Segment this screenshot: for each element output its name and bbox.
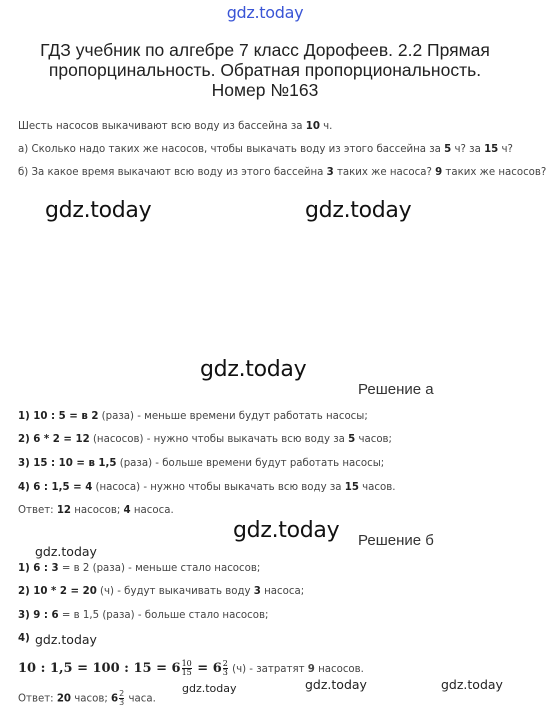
watermark: gdz.today — [35, 632, 97, 647]
intro-unit: ч. — [319, 121, 333, 132]
calc: 2) 6 * 2 = 12 — [18, 434, 90, 445]
solution-a-line-1 — [18, 411, 368, 422]
text: часов; — [355, 434, 392, 445]
text: (насоса) - нужно чтобы выкачать всю воду за — [92, 482, 345, 493]
text: (ч) - затратят — [228, 664, 308, 675]
problem-intro — [18, 121, 332, 132]
value: 12 — [56, 505, 72, 516]
text: ч? за — [451, 144, 485, 155]
solution-b-answer — [18, 690, 156, 707]
value: 9 — [435, 167, 443, 178]
numerator: 2 — [119, 689, 125, 698]
fraction — [119, 690, 124, 707]
solution-b-heading: Решение б — [358, 532, 434, 549]
text: таких же насосов? — [442, 167, 546, 178]
solution-b-line-3 — [18, 610, 268, 621]
text: Ответ: — [18, 505, 57, 516]
solution-b-line-4 — [18, 633, 30, 644]
solution-a-line-2 — [18, 434, 392, 445]
intro-text: Шесть насосов выкачивают всю воду из бассейна за — [18, 121, 306, 132]
value: 15 — [484, 144, 499, 155]
value: 5 — [444, 144, 452, 155]
value: 9 — [307, 664, 315, 675]
formula-text: = 6 — [192, 661, 222, 676]
header-watermark: gdz.today — [226, 3, 304, 22]
intro-hours: 10 — [305, 121, 320, 132]
text: часов; — [71, 693, 112, 705]
solution-a-heading: Решение а — [358, 381, 434, 398]
value: 4 — [123, 505, 131, 516]
text: насоса. — [130, 505, 174, 516]
watermark: gdz.today — [200, 357, 307, 382]
calc: 3) 15 : 10 = в 1,5 — [18, 458, 117, 469]
watermark: gdz.today — [45, 198, 152, 223]
watermark: gdz.today — [233, 518, 340, 543]
solution-a-answer — [18, 505, 174, 516]
text: (насосов) - нужно чтобы выкачать всю воду за — [89, 434, 349, 445]
numerator: 10 — [181, 659, 192, 668]
watermark: gdz.today — [441, 677, 503, 692]
solution-b-line-1 — [18, 563, 260, 574]
text: насоса; — [260, 586, 305, 597]
calc: 4) — [18, 633, 30, 644]
solution-b-line-2 — [18, 586, 304, 597]
calc: 4) 6 : 1,5 = 4 — [18, 482, 93, 493]
text: = в 2 (раза) - меньше стало насосов; — [58, 563, 261, 574]
watermark: gdz.today — [305, 198, 412, 223]
value: 20 — [56, 693, 72, 705]
text: насосов. — [314, 664, 364, 675]
numerator: 2 — [222, 659, 228, 668]
formula-text: 10 : 1,5 = 100 : 15 = 6 — [18, 661, 181, 676]
problem-part-a — [18, 144, 513, 155]
calc: 1) 6 : 3 — [18, 563, 59, 574]
value: 15 — [344, 482, 359, 493]
text: = в 1,5 (раза) - больше стало насосов; — [58, 610, 269, 621]
solution-a-line-4 — [18, 482, 396, 493]
text: б) За какое время выкачают всю воду из этого бассейна — [18, 167, 327, 178]
fraction — [223, 660, 228, 677]
watermark: gdz.today — [182, 682, 237, 695]
text: ч? — [498, 144, 513, 155]
text: (раза) - меньше времени будут работать насосы; — [98, 411, 368, 422]
text: часа. — [125, 693, 156, 705]
value: 5 — [348, 434, 356, 445]
page-title: ГДЗ учебник по алгебре 7 класс Дорофеев. 2.2 Прямая пропорцинальность. Обратная пропорциональность. Номер №163 — [40, 40, 490, 100]
denominator: 15 — [181, 668, 192, 677]
denominator: 3 — [119, 698, 125, 707]
text: Ответ: — [18, 693, 57, 705]
text: часов. — [358, 482, 396, 493]
value: 3 — [326, 167, 334, 178]
solution-a-line-3 — [18, 458, 384, 469]
calc: 3) 9 : 6 — [18, 610, 59, 621]
calc: 1) 10 : 5 = в 2 — [18, 411, 99, 422]
fraction — [182, 660, 192, 677]
calc: 2) 10 * 2 = 20 — [18, 586, 97, 597]
text: а) Сколько надо таких же насосов, чтобы выкачать воду из этого бассейна за — [18, 144, 445, 155]
denominator: 3 — [222, 668, 228, 677]
problem-part-b — [18, 167, 546, 178]
text: (ч) - будут выкачивать воду — [96, 586, 254, 597]
value: 6 — [111, 693, 119, 705]
solution-b-formula — [18, 660, 364, 677]
watermark: gdz.today — [305, 677, 367, 692]
text: (раза) - больше времени будут работать насосы; — [116, 458, 385, 469]
text: насосов; — [71, 505, 124, 516]
value: 3 — [253, 586, 261, 597]
watermark: gdz.today — [35, 544, 97, 559]
text: таких же насоса? — [333, 167, 436, 178]
